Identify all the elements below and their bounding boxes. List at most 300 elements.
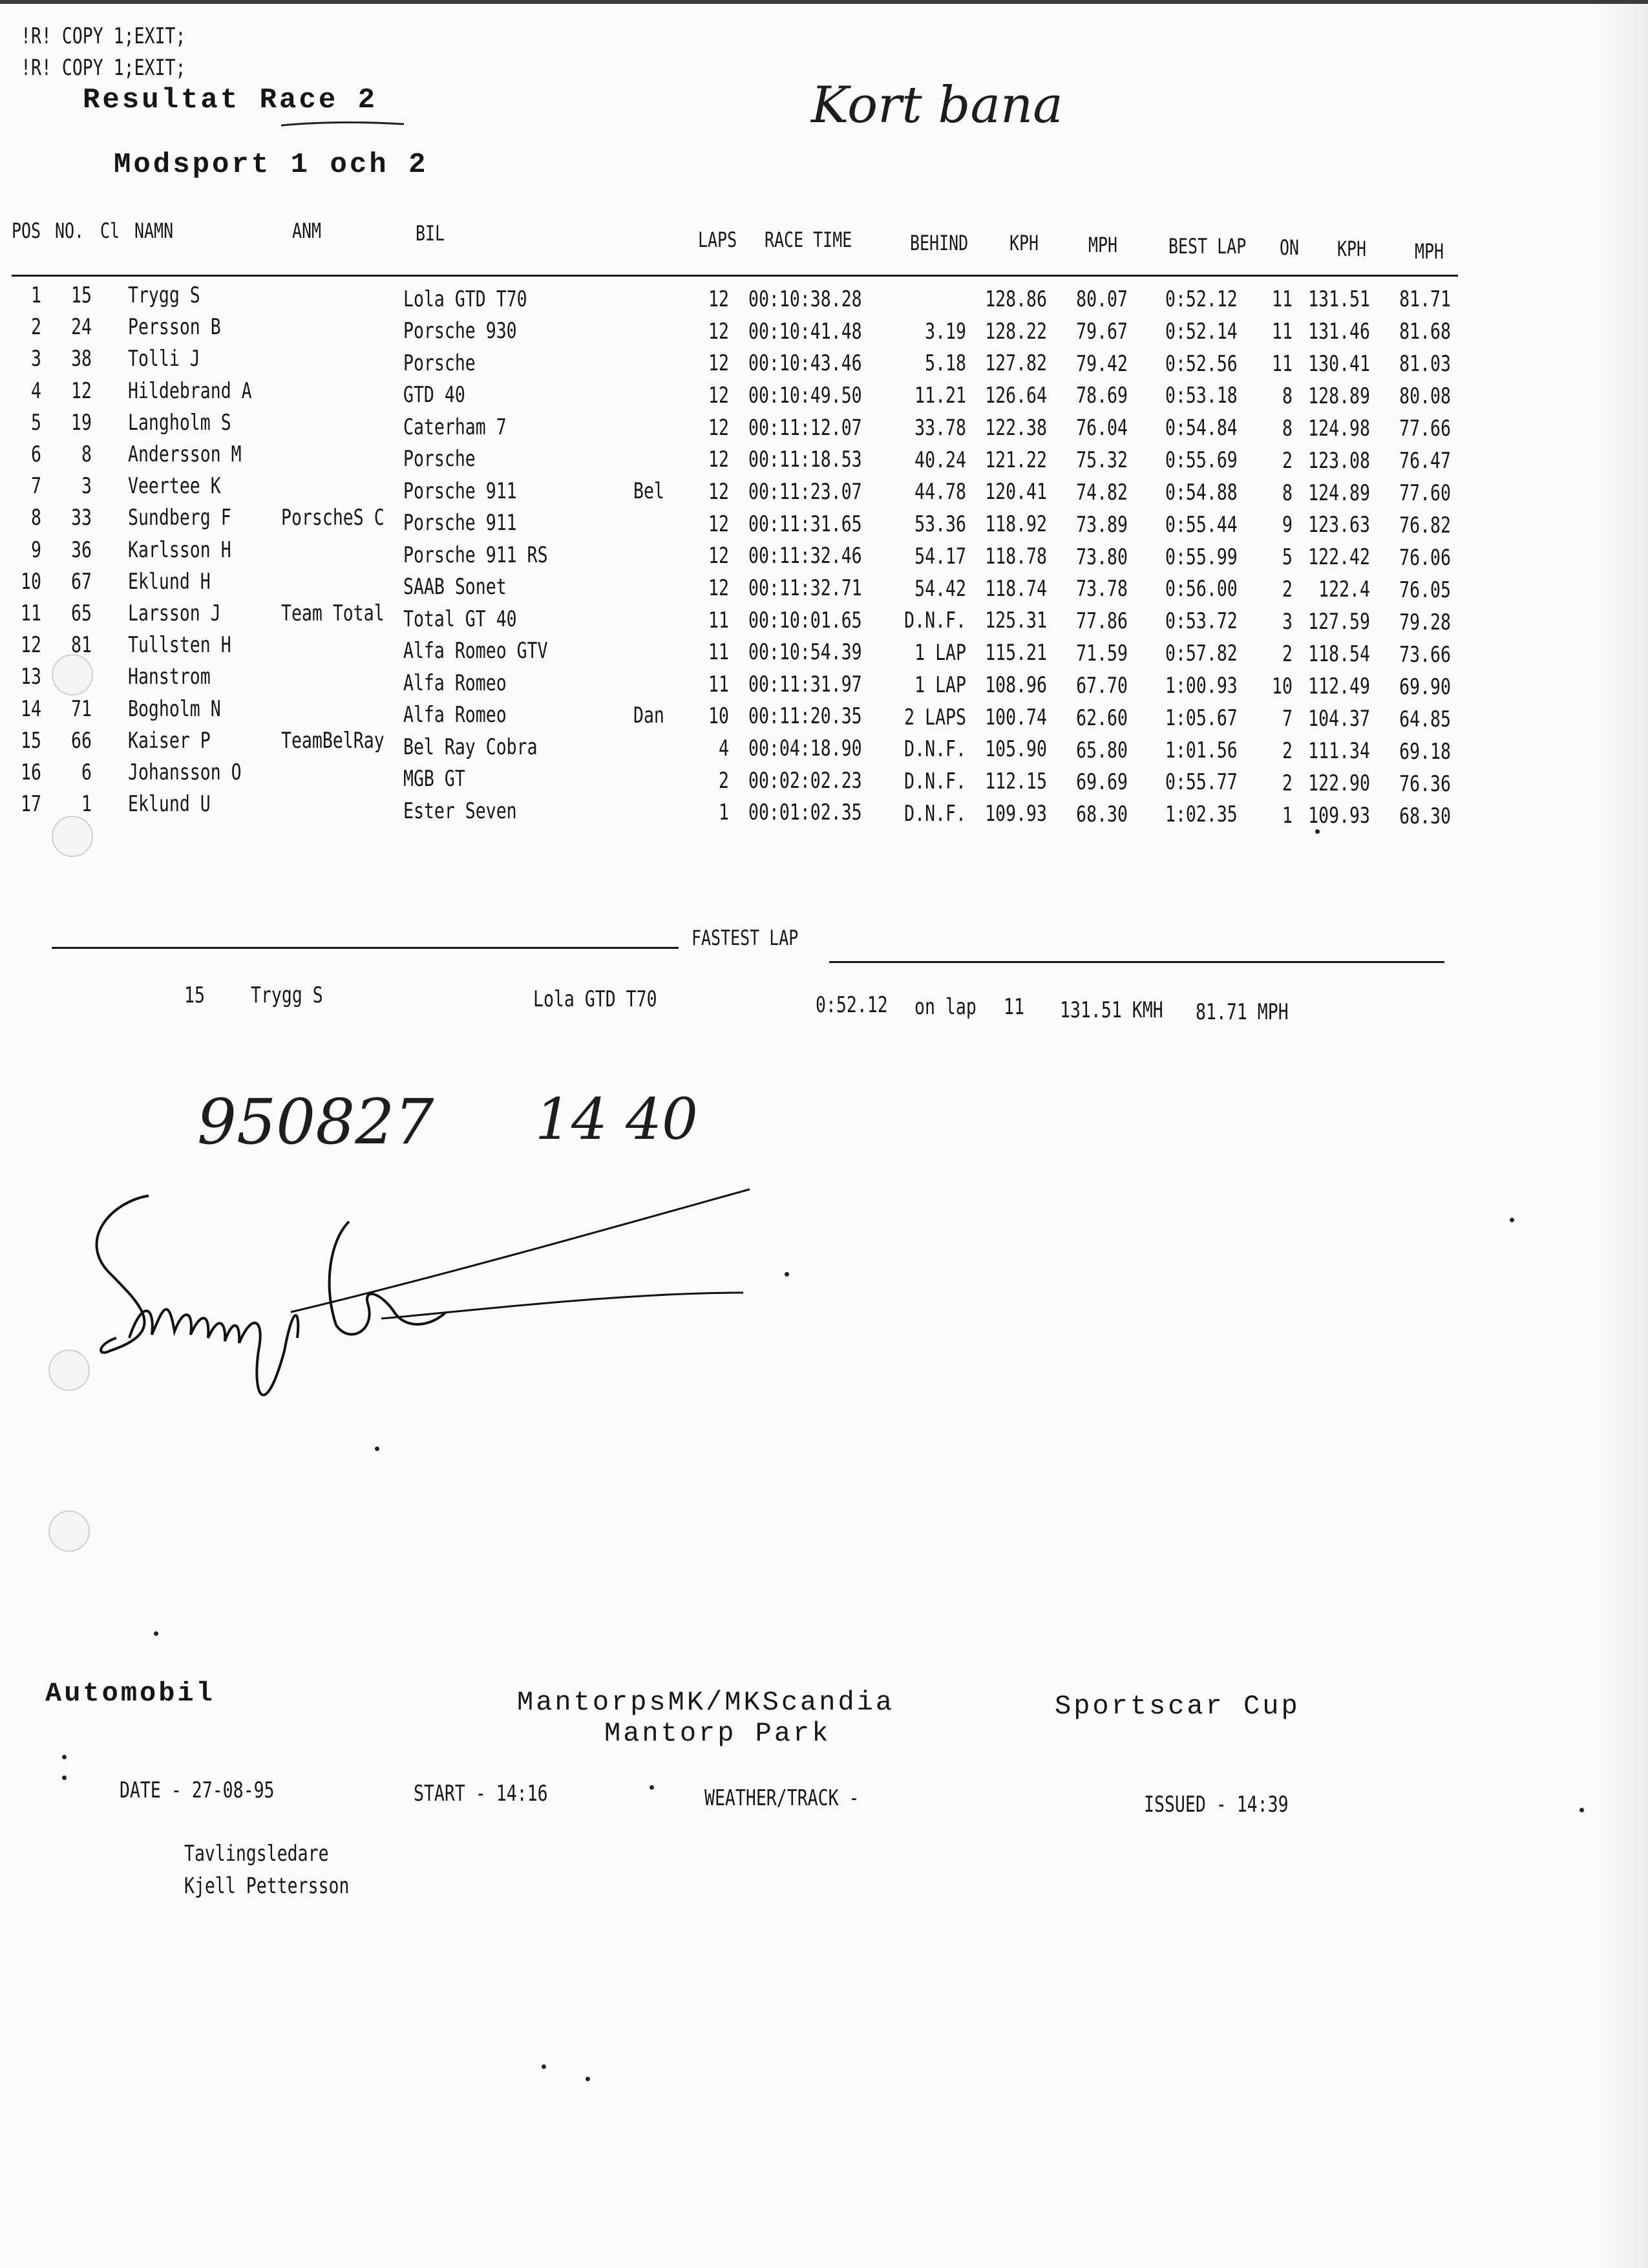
result-kph: 100.74 — [985, 704, 1047, 730]
result-row — [0, 282, 1648, 314]
result-mph: 79.42 — [1076, 350, 1128, 377]
result-bkph: 104.37 — [1308, 705, 1370, 732]
result-time: 00:10:01.65 — [748, 607, 862, 633]
fastest-lap-car: Lola GTD T70 — [533, 986, 657, 1012]
footer-venue: Mantorp Park — [604, 1718, 831, 1749]
handwritten-time: 14 40 — [535, 1086, 698, 1152]
result-pos: 12 — [21, 632, 41, 659]
result-no: 24 — [71, 314, 92, 341]
result-bmph: 76.06 — [1399, 545, 1451, 571]
column-header: ON — [1280, 235, 1300, 260]
result-mph: 65.80 — [1076, 737, 1128, 763]
result-row — [0, 410, 1648, 441]
scan-speck — [542, 2064, 546, 2069]
result-bil: Ester Seven — [403, 798, 517, 824]
result-pos: 15 — [21, 727, 41, 754]
result-kph: 120.41 — [985, 479, 1047, 505]
result-anm: Team Total — [281, 600, 385, 626]
result-on: 8 — [1282, 480, 1293, 506]
result-best: 0:55.77 — [1165, 769, 1238, 796]
result-laps: 2 — [719, 767, 729, 794]
result-mph: 78.69 — [1076, 383, 1128, 409]
result-anm: PorscheS C — [281, 505, 385, 531]
result-pos: 14 — [21, 695, 41, 722]
result-kph: 127.82 — [985, 350, 1047, 377]
result-kph: 118.74 — [985, 575, 1047, 602]
fastest-lap-rule-left — [52, 947, 679, 949]
fastest-lap-lap: 11 — [1004, 994, 1024, 1020]
result-bkph: 123.08 — [1308, 447, 1370, 474]
result-on: 10 — [1272, 673, 1293, 700]
result-bkph: 109.93 — [1308, 802, 1370, 829]
result-best: 0:54.84 — [1165, 415, 1238, 441]
class-title: Modsport 1 och 2 — [114, 149, 428, 181]
result-bkph: 130.41 — [1308, 350, 1370, 377]
printer-command-line: !R! COPY 1;EXIT; — [21, 55, 186, 81]
fastest-lap-on-lap-label: on lap — [914, 994, 977, 1020]
result-name: Johansson O — [128, 759, 242, 785]
result-no: 15 — [71, 282, 92, 308]
result-on: 9 — [1282, 512, 1293, 538]
result-best: 0:55.99 — [1165, 544, 1238, 570]
result-pos: 17 — [21, 791, 41, 818]
result-time: 00:02:02.23 — [748, 767, 862, 794]
result-name: Eklund H — [128, 568, 211, 595]
result-no: 3 — [81, 473, 92, 500]
result-mph: 74.82 — [1076, 479, 1128, 505]
result-bmph: 79.28 — [1399, 609, 1451, 636]
result-time: 00:10:49.50 — [748, 382, 862, 408]
column-header: MPH — [1415, 239, 1444, 264]
result-no: 65 — [71, 600, 92, 626]
result-behind: 5.18 — [925, 350, 966, 377]
result-kph: 118.92 — [985, 511, 1047, 538]
result-on: 5 — [1282, 544, 1293, 571]
result-bmph: 80.08 — [1399, 383, 1451, 410]
result-name: Karlsson H — [128, 536, 231, 563]
column-header: KPH — [1009, 231, 1039, 255]
result-best: 0:54.88 — [1165, 479, 1238, 505]
result-kph: 109.93 — [985, 800, 1047, 827]
result-bmph: 69.18 — [1399, 739, 1451, 765]
result-no: 19 — [71, 409, 92, 436]
result-on: 11 — [1272, 350, 1293, 377]
printer-command-line: !R! COPY 1;EXIT; — [21, 23, 186, 49]
result-no: 67 — [71, 568, 92, 595]
result-row — [0, 759, 1648, 798]
result-best: 1:01.56 — [1165, 737, 1238, 763]
result-row — [0, 346, 1648, 377]
fastest-lap-rule-right — [829, 961, 1444, 963]
result-time: 00:11:31.65 — [748, 511, 862, 537]
result-on: 2 — [1282, 577, 1293, 603]
result-laps: 12 — [708, 318, 729, 344]
result-bil: Porsche 930 — [403, 318, 517, 344]
result-laps: 4 — [719, 736, 729, 762]
scan-speck — [62, 1775, 67, 1780]
result-bil: Lola GTD T70 — [403, 286, 527, 312]
column-header: BIL — [416, 221, 445, 246]
result-behind: 3.19 — [925, 318, 966, 344]
paper-top-edge — [0, 0, 1648, 4]
footer-start: START - 14:16 — [414, 1781, 548, 1807]
result-bil: Porsche 911 — [403, 478, 517, 504]
result-best: 0:52.56 — [1165, 350, 1238, 377]
result-no: 38 — [71, 346, 92, 372]
fastest-lap-number: 15 — [184, 982, 205, 1008]
result-laps: 12 — [708, 478, 729, 505]
result-behind: 1 LAP — [914, 672, 966, 698]
result-laps: 10 — [708, 703, 729, 730]
result-bil: Porsche 911 — [403, 510, 517, 536]
result-name: Persson B — [128, 314, 221, 341]
result-pos: 5 — [31, 409, 41, 436]
result-laps: 12 — [708, 382, 729, 408]
result-mph: 76.04 — [1076, 415, 1128, 441]
result-laps: 1 — [719, 800, 729, 826]
result-kph: 118.78 — [985, 543, 1047, 569]
result-time: 00:10:38.28 — [748, 286, 862, 312]
result-row — [0, 568, 1648, 604]
result-no: 81 — [71, 632, 92, 659]
fastest-lap-driver: Trygg S — [251, 982, 323, 1008]
result-time: 00:04:18.90 — [748, 736, 862, 762]
result-bil: Bel Ray Cobra — [403, 734, 538, 760]
result-behind: D.N.F. — [904, 800, 966, 827]
result-row — [0, 505, 1648, 539]
result-mph: 77.86 — [1076, 608, 1128, 635]
result-bkph: 112.49 — [1308, 673, 1370, 700]
result-name: Larsson J — [128, 600, 221, 626]
result-best: 0:53.18 — [1165, 383, 1238, 409]
result-pos: 9 — [31, 536, 41, 563]
result-best: 0:56.00 — [1165, 576, 1238, 602]
result-mph: 62.60 — [1076, 705, 1128, 731]
result-name: Tullsten H — [128, 632, 231, 659]
result-row — [0, 727, 1648, 765]
result-name: Langholm S — [128, 409, 231, 436]
result-behind: 40.24 — [914, 447, 966, 473]
result-time: 00:11:18.53 — [748, 447, 862, 473]
result-bkph: 122.42 — [1308, 544, 1370, 571]
column-header: NAMN — [134, 218, 174, 243]
result-laps: 12 — [708, 414, 729, 441]
result-pos: 4 — [31, 377, 41, 404]
result-no: 66 — [71, 727, 92, 754]
column-header: LAPS — [698, 228, 737, 252]
result-bmph: 81.71 — [1399, 286, 1451, 312]
result-name: Veertee K — [128, 473, 221, 500]
punch-hole — [48, 1510, 90, 1552]
result-behind: 44.78 — [914, 479, 966, 505]
result-bil: Porsche — [403, 350, 476, 376]
result-name: Trygg S — [128, 282, 200, 308]
result-kph: 128.22 — [985, 318, 1047, 344]
result-time: 00:10:41.48 — [748, 318, 862, 344]
result-name: Sundberg F — [128, 505, 231, 531]
scan-speck — [1315, 829, 1320, 834]
result-time: 00:01:02.35 — [748, 800, 862, 826]
result-laps: 11 — [708, 639, 729, 666]
footer-cup: Sportscar Cup — [1055, 1691, 1300, 1722]
result-laps: 12 — [708, 511, 729, 537]
result-mph: 73.89 — [1076, 511, 1128, 538]
footer-automobil: Automobil — [45, 1678, 215, 1709]
result-bkph: 127.59 — [1308, 609, 1370, 635]
scan-speck — [1510, 1218, 1514, 1222]
column-header: Cl — [100, 218, 120, 243]
result-bmph: 77.66 — [1399, 416, 1451, 442]
result-behind: 53.36 — [914, 511, 966, 538]
header-rule — [12, 275, 1458, 277]
result-bkph: 122.90 — [1308, 770, 1370, 796]
result-bmph: 68.30 — [1399, 803, 1451, 830]
result-bkph: 111.34 — [1308, 737, 1370, 764]
result-bmph: 76.82 — [1399, 513, 1451, 539]
result-best: 1:00.93 — [1165, 672, 1238, 699]
result-best: 0:53.72 — [1165, 608, 1238, 635]
result-name: Kaiser P — [128, 727, 211, 754]
result-bil: Total GT 40 — [403, 606, 517, 632]
result-name: Andersson M — [128, 441, 242, 467]
result-name: Bogholm N — [128, 695, 221, 722]
result-bil: Alfa Romeo GTV — [403, 638, 548, 664]
result-behind: 2 LAPS — [904, 704, 966, 730]
result-kph: 112.15 — [985, 768, 1047, 795]
result-mph: 73.80 — [1076, 544, 1128, 570]
result-bil: Alfa Romeo — [403, 670, 507, 696]
result-kph: 121.22 — [985, 447, 1047, 473]
result-on: 11 — [1272, 318, 1293, 344]
result-name: Eklund U — [128, 791, 211, 818]
fastest-lap-time: 0:52.12 — [816, 992, 888, 1018]
result-mph: 80.07 — [1076, 286, 1128, 312]
column-header: ANM — [292, 218, 322, 243]
result-kph: 126.64 — [985, 383, 1047, 409]
result-on: 11 — [1272, 286, 1293, 312]
scan-speck — [375, 1447, 379, 1451]
result-row — [0, 695, 1648, 733]
result-behind: 54.17 — [914, 543, 966, 569]
scan-speck — [586, 2077, 590, 2081]
result-row — [0, 664, 1648, 701]
fastest-lap-kph: 131.51 KMH — [1060, 997, 1163, 1023]
signature — [71, 1183, 782, 1428]
result-behind: D.N.F. — [904, 768, 966, 795]
result-best: 1:02.35 — [1165, 801, 1238, 828]
result-on: 8 — [1282, 383, 1293, 409]
result-bil: Porsche — [403, 446, 476, 472]
result-best: 1:05.67 — [1165, 705, 1238, 731]
result-no: 6 — [81, 759, 92, 785]
result-on: 2 — [1282, 447, 1293, 474]
handwritten-date: 950827 — [197, 1086, 434, 1158]
result-bmph: 81.03 — [1399, 351, 1451, 377]
result-time: 00:10:54.39 — [748, 639, 862, 666]
result-kph: 105.90 — [985, 736, 1047, 763]
result-anm: TeamBelRay — [281, 727, 385, 754]
result-name: Tolli J — [128, 346, 200, 372]
footer-weather: WEATHER/TRACK - — [704, 1785, 860, 1811]
result-time: 00:11:32.46 — [748, 543, 862, 569]
result-bil: Alfa Romeo — [403, 702, 507, 728]
result-no: 12 — [71, 377, 92, 404]
result-best: 0:52.14 — [1165, 318, 1238, 344]
title-underline — [278, 118, 407, 131]
result-mph: 71.59 — [1076, 641, 1128, 667]
result-on: 2 — [1282, 641, 1293, 668]
result-kph: 125.31 — [985, 608, 1047, 634]
result-time: 00:11:23.07 — [748, 478, 862, 505]
result-behind: D.N.F. — [904, 608, 966, 634]
result-mph: 75.32 — [1076, 447, 1128, 474]
result-row — [0, 632, 1648, 668]
result-pos: 16 — [21, 759, 41, 785]
page-title: Resultat Race 2 — [83, 84, 378, 116]
result-bil: MGB GT — [403, 766, 465, 792]
result-bmph: 76.47 — [1399, 448, 1451, 474]
result-bil: SAAB Sonet — [403, 574, 507, 600]
result-kph: 115.21 — [985, 640, 1047, 666]
result-row — [0, 441, 1648, 473]
result-pos: 10 — [21, 568, 41, 595]
result-bmph: 64.85 — [1399, 706, 1451, 733]
result-bkph: 123.63 — [1308, 512, 1370, 538]
result-laps: 12 — [708, 543, 729, 569]
result-bkph: 118.54 — [1308, 641, 1370, 668]
result-pos: 2 — [31, 314, 41, 341]
column-header: NO. — [55, 218, 85, 243]
result-best: 0:55.69 — [1165, 447, 1238, 474]
result-mph: 67.70 — [1076, 672, 1128, 699]
handwritten-track-note: Kort bana — [811, 76, 1063, 134]
result-behind: 11.21 — [914, 383, 966, 409]
result-kph: 128.86 — [985, 286, 1047, 312]
result-bkph: 122.4 — [1318, 577, 1370, 603]
result-bil: Porsche 911 RS — [403, 542, 548, 568]
column-header: POS — [12, 218, 41, 243]
result-on: 1 — [1282, 802, 1293, 829]
column-header: KPH — [1337, 237, 1367, 261]
result-behind: 33.78 — [914, 414, 966, 441]
result-name: Hanstrom — [128, 664, 211, 690]
result-name: Hildebrand A — [128, 377, 252, 404]
scan-speck — [154, 1631, 158, 1636]
result-bkph: 128.89 — [1308, 383, 1370, 409]
result-bkph: 131.46 — [1308, 318, 1370, 344]
footer-official-name: Kjell Pettersson — [184, 1873, 350, 1899]
column-header: BEST LAP — [1168, 234, 1247, 259]
result-pos: 6 — [31, 441, 41, 467]
result-row — [0, 537, 1648, 569]
result-best: 0:55.44 — [1165, 511, 1238, 538]
result-best: 0:52.12 — [1165, 286, 1238, 312]
result-on: 2 — [1282, 737, 1293, 764]
result-on: 8 — [1282, 415, 1293, 441]
result-bmph: 81.68 — [1399, 318, 1451, 344]
footer-issued: ISSUED - 14:39 — [1144, 1792, 1289, 1818]
footer-official-title: Tavlingsledare — [184, 1841, 329, 1867]
result-note: Dan — [633, 703, 664, 729]
result-behind: 54.42 — [914, 575, 966, 602]
result-on: 3 — [1282, 609, 1293, 635]
result-mph: 68.30 — [1076, 801, 1128, 828]
result-no: 71 — [71, 695, 92, 722]
result-row — [0, 473, 1648, 505]
result-time: 00:11:31.97 — [748, 671, 862, 697]
result-row — [0, 600, 1648, 636]
result-laps: 11 — [708, 607, 729, 633]
scan-speck — [1579, 1808, 1584, 1812]
scan-speck — [62, 1755, 67, 1759]
result-row — [0, 791, 1648, 830]
result-mph: 79.67 — [1076, 318, 1128, 344]
column-header: BEHIND — [910, 231, 969, 255]
result-pos: 1 — [31, 282, 41, 308]
result-bmph: 73.66 — [1399, 642, 1451, 668]
result-no: 36 — [71, 536, 92, 563]
result-time: 00:11:32.71 — [748, 575, 862, 601]
column-header: MPH — [1088, 233, 1118, 257]
result-row — [0, 314, 1648, 346]
result-laps: 12 — [708, 575, 729, 601]
result-bmph: 77.60 — [1399, 480, 1451, 507]
footer-club: MantorpsMK/MKScandia — [517, 1687, 895, 1718]
result-kph: 122.38 — [985, 414, 1047, 441]
result-time: 00:10:43.46 — [748, 350, 862, 377]
result-laps: 12 — [708, 286, 729, 312]
result-bkph: 124.98 — [1308, 415, 1370, 441]
result-mph: 69.69 — [1076, 769, 1128, 796]
result-behind: 1 LAP — [914, 640, 966, 666]
result-on: 2 — [1282, 770, 1293, 796]
result-pos: 8 — [31, 505, 41, 531]
result-bil: GTD 40 — [403, 382, 465, 408]
scan-speck — [650, 1785, 654, 1790]
column-header: RACE TIME — [765, 228, 852, 252]
result-laps: 11 — [708, 671, 729, 697]
result-kph: 108.96 — [985, 672, 1047, 698]
result-laps: 12 — [708, 350, 729, 377]
result-pos: 3 — [31, 346, 41, 372]
result-time: 00:11:12.07 — [748, 414, 862, 441]
result-laps: 12 — [708, 447, 729, 473]
result-pos: 7 — [31, 473, 41, 500]
result-row — [0, 378, 1648, 410]
result-on: 7 — [1282, 705, 1293, 732]
result-pos: 13 — [21, 664, 41, 690]
result-mph: 73.78 — [1076, 576, 1128, 602]
result-bmph: 76.36 — [1399, 771, 1451, 798]
fastest-lap-mph: 81.71 MPH — [1196, 999, 1289, 1025]
result-behind: D.N.F. — [904, 736, 966, 763]
scan-speck — [785, 1272, 789, 1277]
fastest-lap-heading: FASTEST LAP — [692, 926, 799, 950]
result-bil: Caterham 7 — [403, 414, 507, 440]
result-bmph: 76.05 — [1399, 577, 1451, 604]
footer-date: DATE - 27-08-95 — [120, 1777, 275, 1803]
result-best: 0:57.82 — [1165, 641, 1238, 667]
result-bmph: 69.90 — [1399, 674, 1451, 701]
result-bkph: 131.51 — [1308, 286, 1370, 312]
result-pos: 11 — [21, 600, 41, 626]
result-no: 33 — [71, 505, 92, 531]
result-note: Bel — [633, 478, 664, 505]
result-no: 8 — [81, 441, 92, 467]
result-bkph: 124.89 — [1308, 480, 1370, 506]
result-time: 00:11:20.35 — [748, 703, 862, 730]
result-no: 1 — [81, 791, 92, 818]
